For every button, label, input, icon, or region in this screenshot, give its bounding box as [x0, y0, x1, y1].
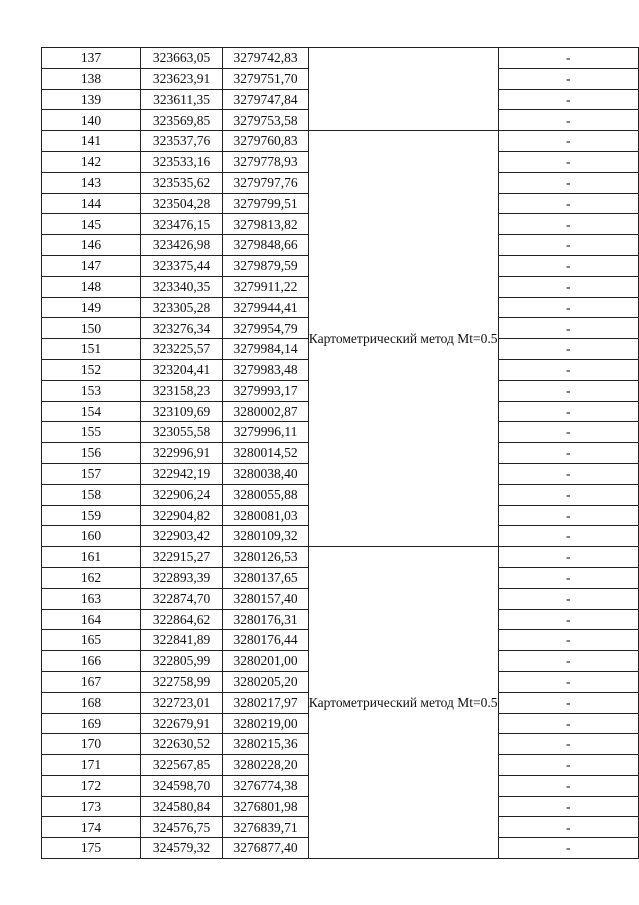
y-coordinate-cell: 3279760,83	[223, 131, 308, 152]
coordinates-table	[41, 47, 639, 859]
point-number-cell: 160	[42, 526, 141, 547]
point-number-cell: 139	[42, 89, 141, 110]
point-number-cell: 164	[42, 609, 141, 630]
y-coordinate-cell: 3279984,14	[223, 339, 308, 360]
y-coordinate-cell: 3279747,84	[223, 89, 308, 110]
x-coordinate-cell: 323225,57	[140, 339, 222, 360]
note-cell: -	[498, 567, 638, 588]
y-coordinate-cell: 3280176,44	[223, 630, 308, 651]
x-coordinate-cell: 322758,99	[140, 671, 222, 692]
x-coordinate-cell: 322915,27	[140, 547, 222, 568]
y-coordinate-cell: 3280014,52	[223, 443, 308, 464]
x-coordinate-cell: 322874,70	[140, 588, 222, 609]
y-coordinate-cell: 3276801,98	[223, 796, 308, 817]
note-cell: -	[498, 339, 638, 360]
note-cell: -	[498, 401, 638, 422]
point-number-cell: 170	[42, 734, 141, 755]
note-cell: -	[498, 817, 638, 838]
point-number-cell: 162	[42, 567, 141, 588]
note-cell: -	[498, 588, 638, 609]
point-number-cell: 150	[42, 318, 141, 339]
point-number-cell: 147	[42, 255, 141, 276]
x-coordinate-cell: 323426,98	[140, 235, 222, 256]
y-coordinate-cell: 3280176,31	[223, 609, 308, 630]
x-coordinate-cell: 323276,34	[140, 318, 222, 339]
note-cell: -	[498, 547, 638, 568]
x-coordinate-cell: 323504,28	[140, 193, 222, 214]
point-number-cell: 143	[42, 172, 141, 193]
method-cell: Картометрический метод Mt=0.5	[308, 131, 498, 547]
x-coordinate-cell: 323663,05	[140, 48, 222, 69]
x-coordinate-cell: 323537,76	[140, 131, 222, 152]
y-coordinate-cell: 3280109,32	[223, 526, 308, 547]
x-coordinate-cell: 322906,24	[140, 484, 222, 505]
x-coordinate-cell: 322864,62	[140, 609, 222, 630]
x-coordinate-cell: 322841,89	[140, 630, 222, 651]
y-coordinate-cell: 3279778,93	[223, 151, 308, 172]
note-cell: -	[498, 193, 638, 214]
x-coordinate-cell: 324579,32	[140, 838, 222, 859]
y-coordinate-cell: 3280215,36	[223, 734, 308, 755]
y-coordinate-cell: 3280228,20	[223, 755, 308, 776]
y-coordinate-cell: 3280081,03	[223, 505, 308, 526]
note-cell: -	[498, 110, 638, 131]
y-coordinate-cell: 3279879,59	[223, 255, 308, 276]
x-coordinate-cell: 323305,28	[140, 297, 222, 318]
point-number-cell: 140	[42, 110, 141, 131]
x-coordinate-cell: 323623,91	[140, 68, 222, 89]
point-number-cell: 137	[42, 48, 141, 69]
x-coordinate-cell: 322723,01	[140, 692, 222, 713]
note-cell: -	[498, 734, 638, 755]
x-coordinate-cell: 323375,44	[140, 255, 222, 276]
point-number-cell: 174	[42, 817, 141, 838]
y-coordinate-cell: 3279983,48	[223, 359, 308, 380]
note-cell: -	[498, 359, 638, 380]
note-cell: -	[498, 380, 638, 401]
point-number-cell: 156	[42, 443, 141, 464]
point-number-cell: 172	[42, 775, 141, 796]
point-number-cell: 155	[42, 422, 141, 443]
note-cell: -	[498, 235, 638, 256]
point-number-cell: 167	[42, 671, 141, 692]
note-cell: -	[498, 422, 638, 443]
point-number-cell: 169	[42, 713, 141, 734]
y-coordinate-cell: 3279848,66	[223, 235, 308, 256]
point-number-cell: 141	[42, 131, 141, 152]
x-coordinate-cell: 323533,16	[140, 151, 222, 172]
coordinates-table-body	[42, 48, 639, 859]
y-coordinate-cell: 3280217,97	[223, 692, 308, 713]
table-row	[42, 547, 639, 568]
x-coordinate-cell: 323476,15	[140, 214, 222, 235]
x-coordinate-cell: 322996,91	[140, 443, 222, 464]
point-number-cell: 175	[42, 838, 141, 859]
x-coordinate-cell: 323535,62	[140, 172, 222, 193]
note-cell: -	[498, 526, 638, 547]
note-cell: -	[498, 276, 638, 297]
x-coordinate-cell: 322630,52	[140, 734, 222, 755]
note-cell: -	[498, 48, 638, 69]
y-coordinate-cell: 3276839,71	[223, 817, 308, 838]
note-cell: -	[498, 505, 638, 526]
note-cell: -	[498, 838, 638, 859]
x-coordinate-cell: 324580,84	[140, 796, 222, 817]
x-coordinate-cell: 322805,99	[140, 651, 222, 672]
note-cell: -	[498, 443, 638, 464]
note-cell: -	[498, 713, 638, 734]
y-coordinate-cell: 3279813,82	[223, 214, 308, 235]
note-cell: -	[498, 796, 638, 817]
point-number-cell: 166	[42, 651, 141, 672]
method-cell	[308, 48, 498, 131]
note-cell: -	[498, 609, 638, 630]
y-coordinate-cell: 3279799,51	[223, 193, 308, 214]
x-coordinate-cell: 322567,85	[140, 755, 222, 776]
point-number-cell: 146	[42, 235, 141, 256]
table-row	[42, 131, 639, 152]
point-number-cell: 157	[42, 463, 141, 484]
point-number-cell: 158	[42, 484, 141, 505]
x-coordinate-cell: 323109,69	[140, 401, 222, 422]
note-cell: -	[498, 151, 638, 172]
point-number-cell: 173	[42, 796, 141, 817]
point-number-cell: 153	[42, 380, 141, 401]
note-cell: -	[498, 89, 638, 110]
y-coordinate-cell: 3279742,83	[223, 48, 308, 69]
y-coordinate-cell: 3280137,65	[223, 567, 308, 588]
y-coordinate-cell: 3280219,00	[223, 713, 308, 734]
point-number-cell: 154	[42, 401, 141, 422]
x-coordinate-cell: 323611,35	[140, 89, 222, 110]
y-coordinate-cell: 3276877,40	[223, 838, 308, 859]
point-number-cell: 138	[42, 68, 141, 89]
point-number-cell: 145	[42, 214, 141, 235]
note-cell: -	[498, 671, 638, 692]
y-coordinate-cell: 3280055,88	[223, 484, 308, 505]
y-coordinate-cell: 3279751,70	[223, 68, 308, 89]
y-coordinate-cell: 3279911,22	[223, 276, 308, 297]
point-number-cell: 161	[42, 547, 141, 568]
x-coordinate-cell: 324576,75	[140, 817, 222, 838]
x-coordinate-cell: 323340,35	[140, 276, 222, 297]
method-cell: Картометрический метод Mt=0.5	[308, 547, 498, 859]
x-coordinate-cell: 323204,41	[140, 359, 222, 380]
note-cell: -	[498, 630, 638, 651]
note-cell: -	[498, 692, 638, 713]
note-cell: -	[498, 297, 638, 318]
point-number-cell: 151	[42, 339, 141, 360]
point-number-cell: 171	[42, 755, 141, 776]
note-cell: -	[498, 255, 638, 276]
note-cell: -	[498, 131, 638, 152]
x-coordinate-cell: 322942,19	[140, 463, 222, 484]
y-coordinate-cell: 3280002,87	[223, 401, 308, 422]
y-coordinate-cell: 3279797,76	[223, 172, 308, 193]
note-cell: -	[498, 775, 638, 796]
x-coordinate-cell: 322679,91	[140, 713, 222, 734]
note-cell: -	[498, 651, 638, 672]
point-number-cell: 163	[42, 588, 141, 609]
y-coordinate-cell: 3280038,40	[223, 463, 308, 484]
point-number-cell: 149	[42, 297, 141, 318]
note-cell: -	[498, 318, 638, 339]
point-number-cell: 165	[42, 630, 141, 651]
note-cell: -	[498, 484, 638, 505]
note-cell: -	[498, 214, 638, 235]
point-number-cell: 142	[42, 151, 141, 172]
x-coordinate-cell: 324598,70	[140, 775, 222, 796]
table-row	[42, 48, 639, 69]
x-coordinate-cell: 323055,58	[140, 422, 222, 443]
y-coordinate-cell: 3280201,00	[223, 651, 308, 672]
y-coordinate-cell: 3276774,38	[223, 775, 308, 796]
y-coordinate-cell: 3279753,58	[223, 110, 308, 131]
point-number-cell: 159	[42, 505, 141, 526]
x-coordinate-cell: 322893,39	[140, 567, 222, 588]
y-coordinate-cell: 3279993,17	[223, 380, 308, 401]
note-cell: -	[498, 68, 638, 89]
point-number-cell: 148	[42, 276, 141, 297]
point-number-cell: 168	[42, 692, 141, 713]
y-coordinate-cell: 3279954,79	[223, 318, 308, 339]
y-coordinate-cell: 3280205,20	[223, 671, 308, 692]
x-coordinate-cell: 322903,42	[140, 526, 222, 547]
point-number-cell: 152	[42, 359, 141, 380]
x-coordinate-cell: 323158,23	[140, 380, 222, 401]
note-cell: -	[498, 463, 638, 484]
y-coordinate-cell: 3280126,53	[223, 547, 308, 568]
point-number-cell: 144	[42, 193, 141, 214]
note-cell: -	[498, 172, 638, 193]
y-coordinate-cell: 3279944,41	[223, 297, 308, 318]
y-coordinate-cell: 3279996,11	[223, 422, 308, 443]
y-coordinate-cell: 3280157,40	[223, 588, 308, 609]
note-cell: -	[498, 755, 638, 776]
x-coordinate-cell: 322904,82	[140, 505, 222, 526]
x-coordinate-cell: 323569,85	[140, 110, 222, 131]
